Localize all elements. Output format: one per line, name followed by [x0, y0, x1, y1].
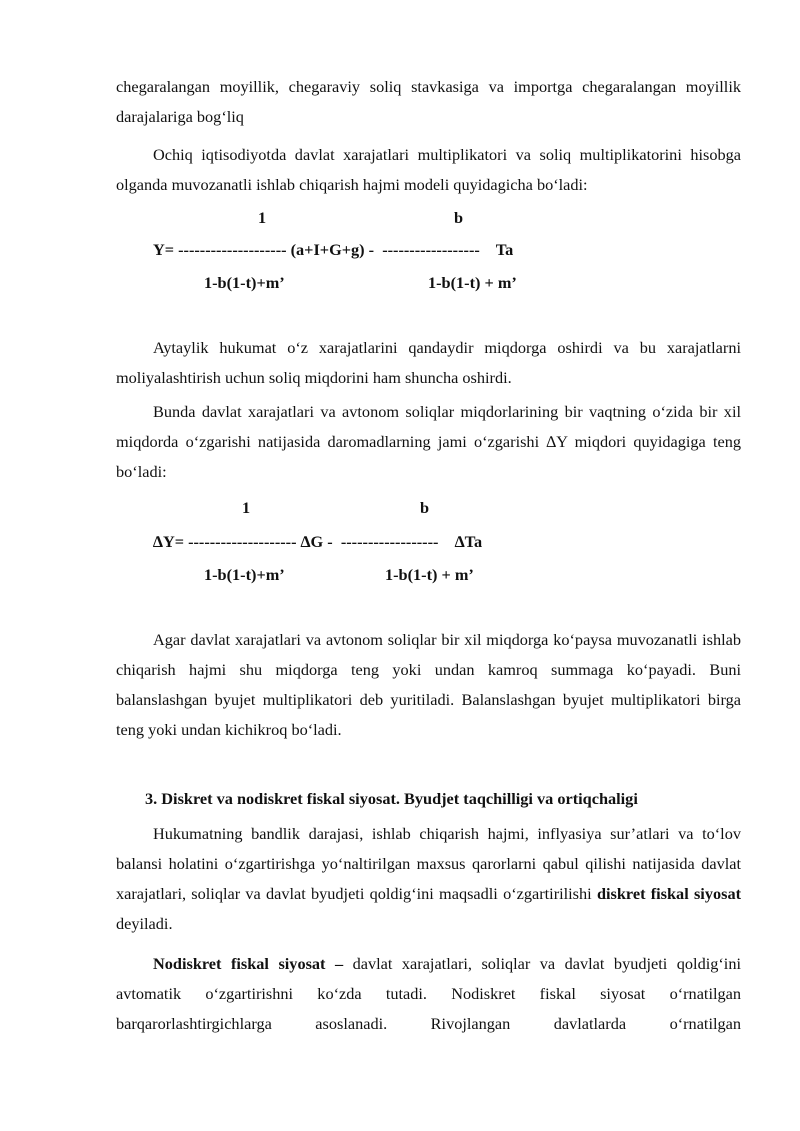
paragraph-3: Aytaylik hukumat o‘z xarajatlarini qandaydir miqdorga oshirdi va bu xarajatlarni moliyalashtirish uchun soliq miqdorini ham shuncha oshirdi.	[116, 338, 741, 387]
section-heading: 3. Diskret va nodiskret fiskal siyosat. Byudjet taqchilligi va ortiqchaligi	[145, 789, 638, 808]
formula-1-main-line: Y= -------------------- (a+I+G+g) - ------------------ Ta	[153, 240, 514, 259]
formula-1-denominator-2: 1-b(1-t) + m’	[428, 273, 517, 292]
paragraph-2: Ochiq iqtisodiyotda davlat xarajatlari multiplikatori va soliq multiplikatorini hisobga olganda muvozanatli ishlab chiqarish hajmi modeli quyidagicha bo‘ladi:	[116, 145, 741, 194]
paragraph-6-text-end: deyiladi.	[116, 914, 173, 933]
paragraph-5: Agar davlat xarajatlari va avtonom soliqlar bir xil miqdorga ko‘paysa muvozanatli ishlab chiqarish hajmi shu miqdorga teng yoki undan kamroq summaga ko‘payadi. Buni balanslashgan byujet multiplikatori deb yuritiladi. Balanslashgan byujet multiplikatori birga teng yoki undan kichikroq bo‘ladi.	[116, 630, 741, 739]
formula-2-main-line: ∆Y= -------------------- ∆G - ------------------ ∆Ta	[153, 532, 483, 551]
paragraph-4: Bunda davlat xarajatlari va avtonom soliqlar miqdorlarining bir vaqtning o‘zida bir xil miqdorda o‘zgarishi natijasida daromadlarning jami o‘zgarishi ∆Y miqdori quyidagiga teng bo‘ladi:	[116, 402, 741, 481]
paragraph-6-text-start: Hukumatning bandlik darajasi, ishlab chiqarish hajmi, inflyasiya sur’atlari va to‘lov balansi holatini o‘zgartirishga yo‘naltirilgan maxsus qarorlarni qabul qilishi natijasida davlat xarajatlari, soliqlar va davlat byudjeti qoldig‘ini maqsadli o‘zgartirilishi	[116, 824, 741, 903]
formula-1-denominator-1: 1-b(1-t)+m’	[204, 273, 285, 292]
paragraph-7-text: davlat xarajatlari, soliqlar va davlat byudjeti qoldig‘ini avtomatik o‘zgartirishni ko‘zda tutadi. Nodiskret fiskal siyosat o‘rnatilgan barqarorlashtirgichlarga asoslanadi. Rivojlangan davlatlarda o‘rnatilgan	[116, 954, 741, 1033]
formula-1-numerator-2: b	[454, 208, 464, 227]
formula-2-numerator-1: 1	[242, 498, 251, 517]
paragraph-6	[116, 819, 741, 939]
paragraph-7	[116, 949, 741, 1039]
paragraph-1: chegaralangan moyillik, chegaraviy soliq stavkasiga va importga chegaralangan moyillik darajalariga bog‘liq	[116, 77, 741, 126]
term-diskret-fiskal-siyosat: diskret fiskal siyosat	[596, 884, 742, 903]
formula-2-denominator-1: 1-b(1-t)+m’	[204, 565, 285, 584]
term-nodiskret-fiskal-siyosat: Nodiskret fiskal siyosat –	[153, 954, 344, 973]
formula-2-denominator-2: 1-b(1-t) + m’	[385, 565, 474, 584]
formula-2-numerator-2: b	[420, 498, 430, 517]
formula-1-numerator-1: 1	[258, 208, 267, 227]
